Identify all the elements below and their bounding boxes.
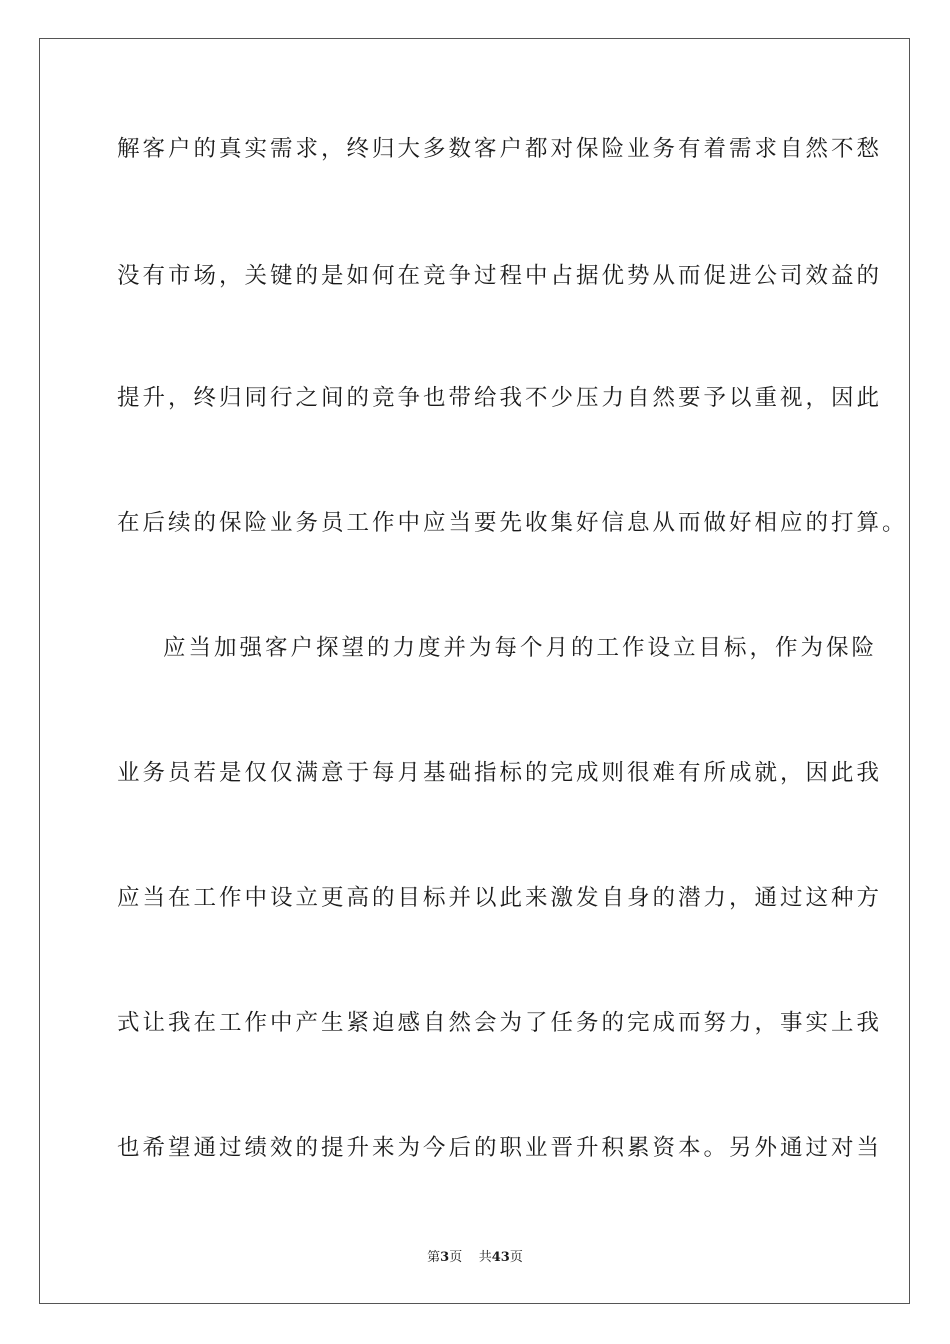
paragraph-line: 解客户的真实需求，终归大多数客户都对保险业务有着需求自然不愁 [117, 136, 883, 162]
page-suffix: 页 [449, 1250, 463, 1265]
total-prefix: 共 [478, 1250, 492, 1265]
page-prefix: 第 [427, 1250, 441, 1265]
paragraph-line: 应当在工作中设立更高的目标并以此来激发自身的潜力，通过这种方 [117, 885, 883, 911]
paragraph-line: 业务员若是仅仅满意于每月基础指标的完成则很难有所成就，因此我 [117, 760, 883, 786]
paragraph-line: 应当加强客户探望的力度并为每个月的工作设立目标，作为保险 [163, 635, 878, 661]
current-page-number: 3 [440, 1250, 450, 1265]
page-footer [0, 1246, 950, 1265]
paragraph-line: 没有市场，关键的是如何在竞争过程中占据优势从而促进公司效益的 [117, 263, 883, 289]
total-pages-number: 43 [491, 1250, 510, 1265]
paragraph-line: 也希望通过绩效的提升来为今后的职业晋升积累资本。另外通过对当 [117, 1135, 883, 1161]
page-border [39, 38, 910, 1304]
paragraph-line: 式让我在工作中产生紧迫感自然会为了任务的完成而努力，事实上我 [117, 1010, 883, 1036]
paragraph-line: 在后续的保险业务员工作中应当要先收集好信息从而做好相应的打算。 [117, 510, 908, 536]
total-suffix: 页 [509, 1250, 523, 1265]
paragraph-line: 提升，终归同行之间的竞争也带给我不少压力自然要予以重视，因此 [117, 385, 883, 411]
